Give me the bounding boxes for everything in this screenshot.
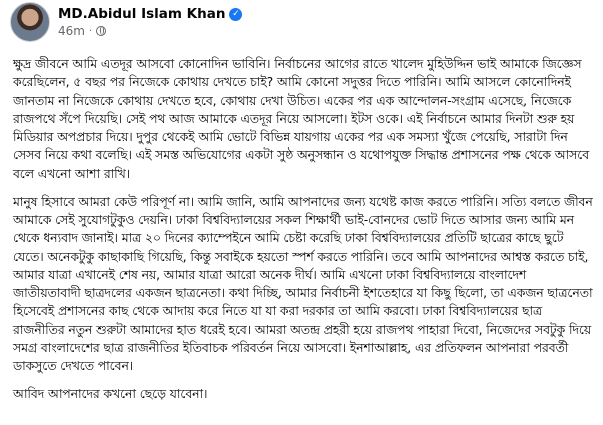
separator-dot: ·	[88, 25, 93, 37]
author-row	[58, 6, 242, 22]
post-paragraph-3: আবিদ আপনাদের কখনো ছেড়ে যাবেনা।	[13, 386, 208, 402]
verified-badge-icon: ✓	[229, 8, 242, 21]
post-header	[10, 2, 242, 42]
post-paragraph-2: মানুষ হিসাবে আমরা কেউ পরিপূর্ণ না। আমি জানি, আমি আপনাদের জন্য যথেষ্ট কাজ করতে পারিনি। সত্যি বলতে জীবন আমাকে সেই সুযোগটুকুও দেয়নি। ঢাকা বিশ্ববিদ্যালয়ের সকল শিক্ষার্থী ভাই-বোনদের ভোট দিতে আসার জন্য আমি মন থেকে ধন্যবাদ জানাই। মাত্র ২০ দিনের ক্যাম্পেইনে আমি চেষ্টা করেছি ঢাকা বিশ্ববিদ্যালয়ের প্রতিটি ছাত্রের কাছে ছুটে যেতে। অনেকটুকু কাছাকাছি গিয়েছি, কিন্তু সবাইকে হয়তো স্পর্শ করতে পারিনি। তবে আমি আপনাদের আশ্বস্ত করতে চাই, আমার যাত্রা এখানেই শেষ নয়, আমার যাত্রা আরো অনেক দীর্ঘ। আমি এখনো ঢাকা বিশ্ববিদ্যালয়ে বাংলাদেশ জাতীয়তাবাদী ছাত্রদলের একজন ছাত্রনেতা। কথা দিচ্ছি, আমার নির্বাচনী ইশতেহারে যা কিছু ছিলো, তা একজন ছাত্রনেতা হিসেবেই প্রশাসনের কাছ থেকে আদায় করে নিতে যা যা করা দরকার তা আমি করবো। ঢাকা বিশ্ববিদ্যালয়ের ছাত্র রাজনীতির নতুন শুরুটা আমাদের হাত ধরেই হবে। আমরা অতন্দ্র প্রহরী হয়ে রাজপথ পাহারা দিবো, নিজেদের সবটুকু দিয়ে সমগ্র বাংলাদেশের ছাত্র রাজনীতির ইতিবাচক পরিবর্তন নিয়ে আসবো। ইনশাআল্লাহ, এর প্রতিফলন আপনারা পরবর্তী ডাকসুতে দেখতে পাবেন।	[13, 193, 593, 373]
globe-icon[interactable]	[96, 26, 106, 36]
post-body	[13, 55, 593, 414]
timestamp-row	[58, 24, 242, 38]
post-paragraph-1: ক্ষুদ্র জীবনে আমি এতদূর আসবো কোনোদিন ভাবিনি। নির্বাচনের আগের রাতে খালেদ মুহিউদ্দিন ভাই আমাকে জিজ্ঞেস করেছিলেন, ৫ বছর পর নিজেকে কোথায় দেখতে চাই? আমি কোনো সদুত্তর দিতে পারিনি। আমি আসলে কোনোদিনই জানতাম না নিজেকে কোথায় দেখতে হবে, কোথায় দেখা উচিত। একের পর এক আন্দোলন-সংগ্রাম এসেছে, নিজেকে রাজপথে সঁপে দিয়েছি। সেই পথ আজ আমাকে এতদূর নিয়ে আসলো। ইটস ওকে। এই নির্বাচনে আমার দিনটা শুরু হয় মিডিয়ার অপপ্রচার দিয়ে। দুপুর থেকেই আমি ভোটে বিভিন্ন যায়গায় একের পর এক সমস্যা খুঁজে পেয়েছি, সারাটা দিন সেসব নিয়ে কথা বলেছি। এই সমস্ত অভিযোগের একটা সুষ্ঠ অনুসন্ধান ও যথোপযুক্ত সিদ্ধান্ত প্রশাসনের পক্ষ থেকে আসবে বলে এখনো আশা রাখি।	[13, 56, 589, 181]
author-name[interactable]: MD.Abidul Islam Khan	[58, 6, 226, 22]
post-timestamp[interactable]: 46m	[58, 24, 85, 38]
author-avatar[interactable]	[10, 2, 50, 42]
post-meta	[58, 6, 242, 38]
